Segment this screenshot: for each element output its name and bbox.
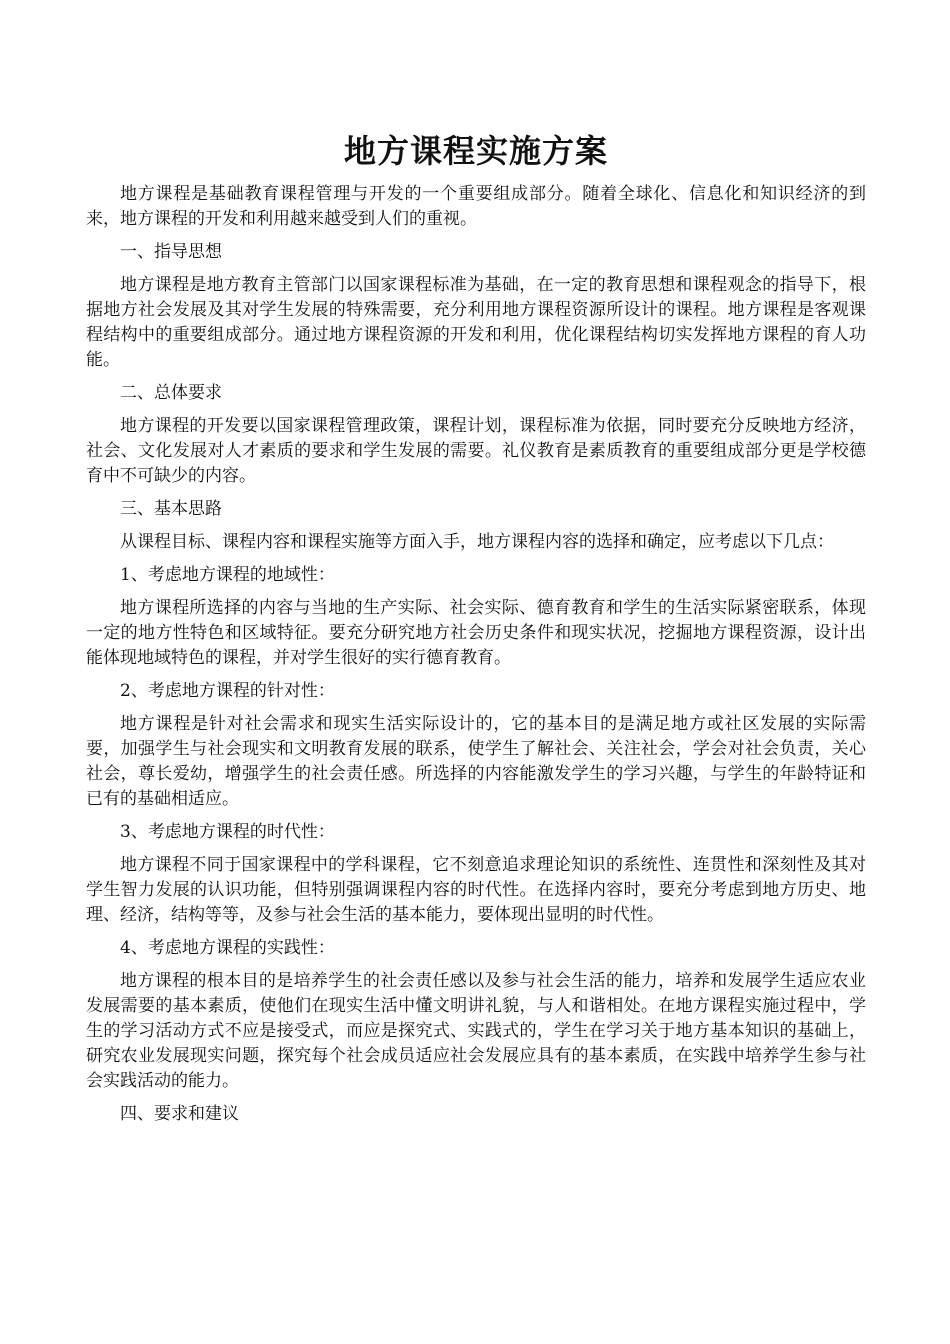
section-paragraph: 地方课程是针对社会需求和现实生活实际设计的，它的基本目的是满足地方或社区发展的实际需要，加强学生与社会现实和文明教育发展的联系，使学生了解社会、关注社会，学会对社会负责，关心社会，尊长爱幼，增强学生的社会责任感。所选择的内容能激发学生的学习兴趣，与学生的年龄特证和已有的基础相适应。 [86, 714, 866, 809]
section-heading-requirements-suggestions: 四、要求和建议 [120, 1104, 239, 1124]
subsection-heading-pertinence: 2、考虑地方课程的针对性： [120, 681, 335, 701]
section-paragraph: 地方课程不同于国家课程中的学科课程，它不刻意追求理论知识的系统性、连贯性和深刻性及其对学生智力发展的认识功能，但特别强调课程内容的时代性。在选择内容时，要充分考虑到地方历史、地理、经济，结构等等，及参与社会生活的基本能力，要体现出显明的时代性。 [86, 855, 866, 925]
section-paragraph: 从课程目标、课程内容和课程实施等方面入手，地方课程内容的选择和确定，应考虑以下几点： [120, 532, 834, 552]
section-paragraph: 地方课程的根本目的是培养学生的社会责任感以及参与社会生活的能力，培养和发展学生适应农业发展需要的基本素质，使他们在现实生活中懂文明讲礼貌，与人和谐相处。在地方课程实施过程中，学生的学习活动方式不应是接受式，而应是探究式、实践式的，学生在学习关于地方基本知识的基础上，研究农业发展现实问题，探究每个社会成员适应社会发展应具有的基本素质，在实践中培养学生参与社会实践活动的能力。 [86, 971, 866, 1091]
section-heading-general-requirements: 二、总体要求 [120, 383, 222, 403]
intro-paragraph: 地方课程是基础教育课程管理与开发的一个重要组成部分。随着全球化、信息化和知识经济的到来，地方课程的开发和利用越来越受到人们的重视。 [86, 184, 866, 229]
section-paragraph: 地方课程的开发要以国家课程管理政策，课程计划，课程标准为依据，同时要充分反映地方经济，社会、文化发展对人才素质的要求和学生发展的需要。礼仪教育是素质教育的重要组成部分更是学校德育中不可缺少的内容。 [86, 416, 866, 486]
section-paragraph: 地方课程所选择的内容与当地的生产实际、社会实际、德育教育和学生的生活实际紧密联系，体现一定的地方性特色和区域特征。要充分研究地方社会历史条件和现实状况，挖掘地方课程资源，设计出能体现地域特色的课程，并对学生很好的实行德育教育。 [86, 598, 866, 668]
subsection-heading-timeliness: 3、考虑地方课程的时代性： [120, 822, 335, 842]
document-title: 地方课程实施方案 [343, 132, 608, 170]
section-heading-basic-approach: 三、基本思路 [120, 499, 222, 519]
section-heading-guiding-ideology: 一、指导思想 [120, 242, 222, 262]
subsection-heading-regionality: 1、考虑地方课程的地域性： [120, 565, 335, 585]
section-paragraph: 地方课程是地方教育主管部门以国家课程标准为基础，在一定的教育思想和课程观念的指导下，根据地方社会发展及其对学生发展的特殊需要，充分利用地方课程资源所设计的课程。地方课程是客观课程结构中的重要组成部分。通过地方课程资源的开发和利用，优化课程结构切实发挥地方课程的育人功能。 [86, 275, 866, 370]
document-page [86, 125, 866, 1135]
subsection-heading-practicality: 4、考虑地方课程的实践性： [120, 938, 335, 958]
